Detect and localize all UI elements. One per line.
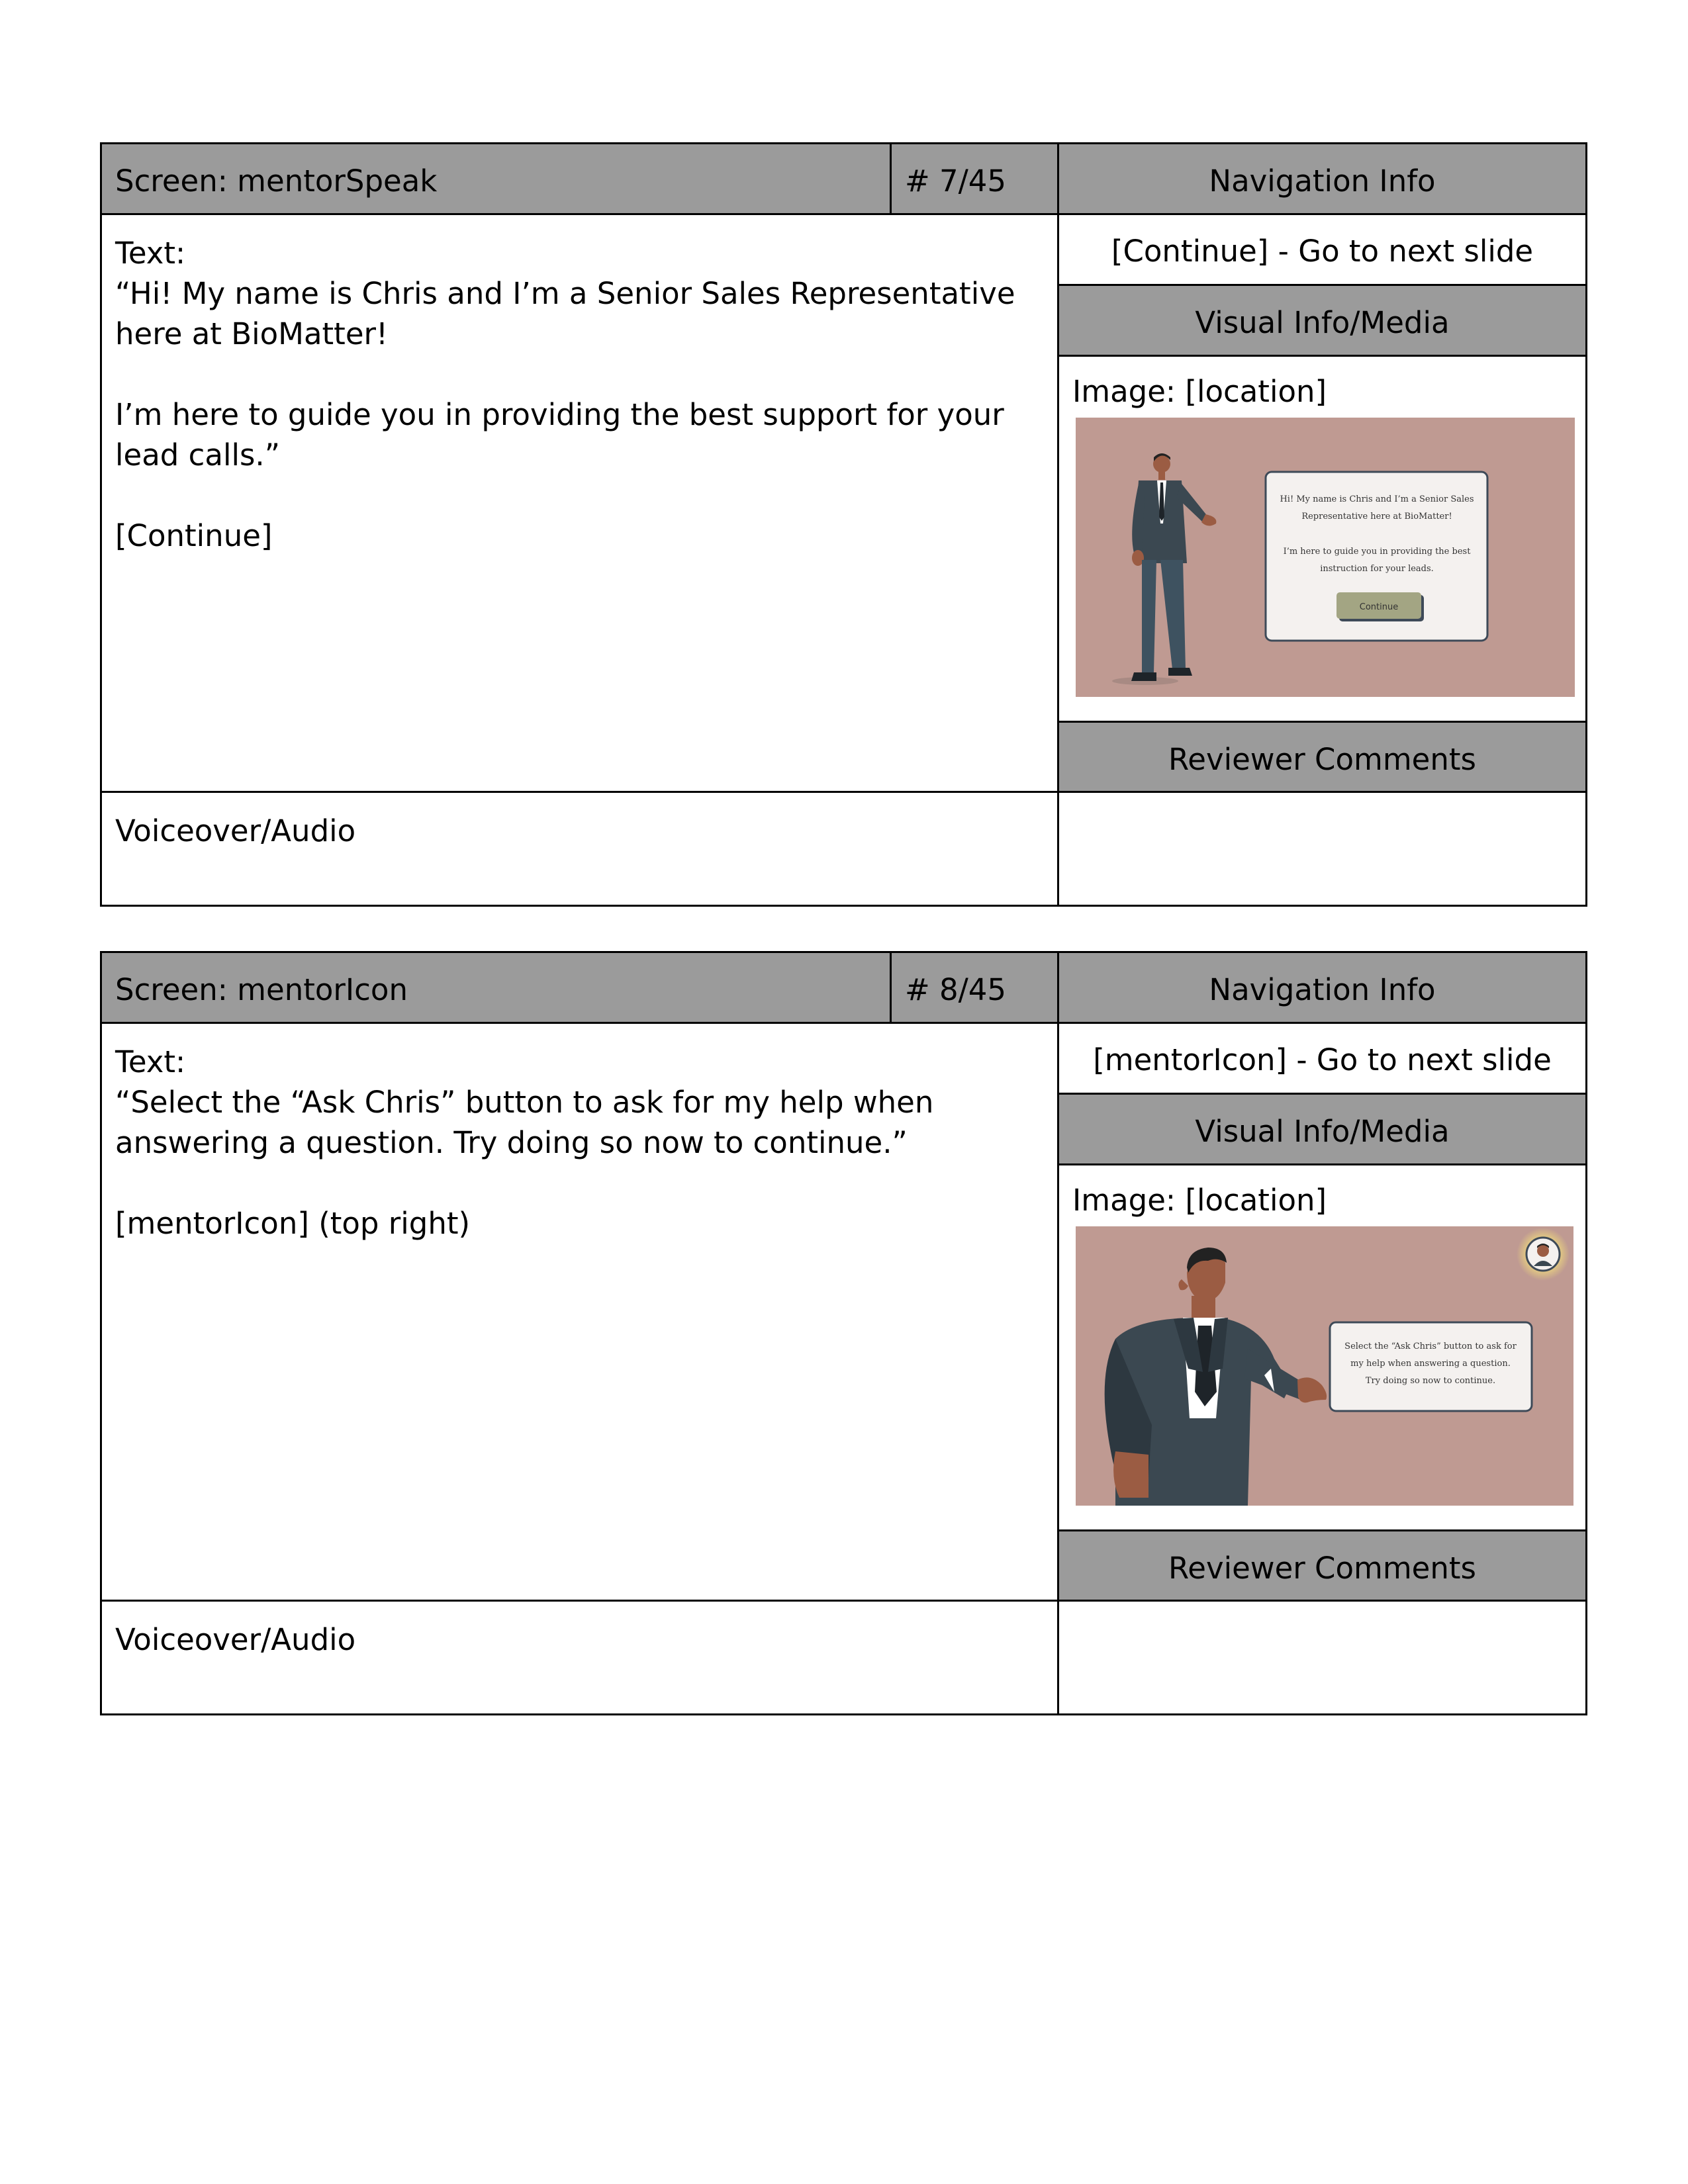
bubble-line: Select the “Ask Chris” button to ask for bbox=[1344, 1342, 1517, 1351]
nav-value: [Continue] - Go to next slide bbox=[1111, 234, 1534, 269]
bubble-line: instruction for your leads. bbox=[1320, 564, 1434, 574]
screen-name: Screen: mentorIcon bbox=[115, 972, 408, 1007]
slide-number: # 8/45 bbox=[905, 972, 1007, 1007]
voiceover-label: Voiceover/Audio bbox=[115, 813, 356, 848]
reviewer-header-cell bbox=[1059, 723, 1585, 791]
nav-value-cell bbox=[1059, 1024, 1585, 1093]
nav-header-cell bbox=[1059, 144, 1585, 213]
voiceover-label: Voiceover/Audio bbox=[115, 1622, 356, 1657]
screen-name-cell bbox=[102, 144, 890, 213]
reviewer-header: Reviewer Comments bbox=[1168, 1551, 1476, 1586]
text-label: Text: bbox=[115, 236, 186, 271]
divider bbox=[1057, 721, 1585, 723]
mentor-figure bbox=[1112, 453, 1216, 685]
divider bbox=[102, 1600, 1585, 1602]
nav-header: Navigation Info bbox=[1209, 163, 1436, 199]
divider bbox=[1057, 1529, 1585, 1531]
preview-illustration bbox=[1076, 418, 1575, 697]
divider bbox=[102, 791, 1585, 793]
reviewer-header-cell bbox=[1059, 1531, 1585, 1600]
divider bbox=[1057, 355, 1585, 357]
preview-image bbox=[1076, 418, 1575, 697]
continue-button-label: Continue bbox=[1359, 602, 1399, 612]
nav-header: Navigation Info bbox=[1209, 972, 1436, 1007]
reviewer-comments-field[interactable] bbox=[1059, 1602, 1585, 1713]
visual-header: Visual Info/Media bbox=[1195, 1114, 1450, 1149]
text-cell bbox=[102, 1024, 1057, 1600]
divider bbox=[890, 144, 892, 213]
visual-header-cell bbox=[1059, 286, 1585, 355]
nav-value-cell bbox=[1059, 215, 1585, 284]
image-label: Image: [location] bbox=[1072, 1183, 1327, 1218]
slide-number-cell bbox=[892, 144, 1057, 213]
bubble-line: Representative here at BioMatter! bbox=[1301, 512, 1452, 522]
divider bbox=[102, 213, 1585, 215]
visual-header-cell bbox=[1059, 1095, 1585, 1163]
nav-value: [mentorIcon] - Go to next slide bbox=[1093, 1042, 1552, 1077]
slide-number-cell bbox=[892, 953, 1057, 1022]
reviewer-header: Reviewer Comments bbox=[1168, 742, 1476, 777]
slide-number: # 7/45 bbox=[905, 163, 1007, 199]
preview-illustration bbox=[1076, 1226, 1573, 1506]
text-body: “Select the “Ask Chris” button to ask for my help when answering a question. Try doing so now to continue.” [mentorIcon] (top right) bbox=[115, 1085, 934, 1241]
text-body: “Hi! My name is Chris and I’m a Senior Sales Representative here at BioMatter! I’m here to guide you in providing the best support for your lead calls.” [Continue] bbox=[115, 276, 1015, 553]
visual-header: Visual Info/Media bbox=[1195, 305, 1450, 340]
bubble-line: my help when answering a question. bbox=[1350, 1359, 1511, 1369]
divider bbox=[1057, 284, 1585, 286]
voiceover-cell bbox=[102, 1602, 1057, 1713]
nav-header-cell bbox=[1059, 953, 1585, 1022]
bubble-line: Try doing so now to continue. bbox=[1365, 1376, 1496, 1386]
bubble-line: I’m here to guide you in providing the best bbox=[1283, 547, 1471, 557]
mentor-icon-button[interactable] bbox=[1517, 1228, 1570, 1281]
dialog-text bbox=[1344, 1342, 1517, 1386]
storyboard-frame-1 bbox=[100, 142, 1587, 907]
divider bbox=[1057, 1093, 1585, 1095]
storyboard-frame-2 bbox=[100, 951, 1587, 1715]
text-cell bbox=[102, 215, 1057, 791]
text-label: Text: bbox=[115, 1044, 186, 1079]
preview-image bbox=[1076, 1226, 1573, 1506]
voiceover-cell bbox=[102, 793, 1057, 905]
continue-button[interactable] bbox=[1336, 592, 1424, 621]
bubble-line: Hi! My name is Chris and I’m a Senior Sales bbox=[1280, 494, 1474, 504]
divider bbox=[890, 953, 892, 1022]
divider bbox=[102, 1022, 1585, 1024]
screen-name: Screen: mentorSpeak bbox=[115, 163, 438, 199]
screen-name-cell bbox=[102, 953, 890, 1022]
reviewer-comments-field[interactable] bbox=[1059, 793, 1585, 905]
divider bbox=[1057, 1163, 1585, 1165]
image-label: Image: [location] bbox=[1072, 374, 1327, 409]
mentor-figure bbox=[1105, 1248, 1327, 1506]
